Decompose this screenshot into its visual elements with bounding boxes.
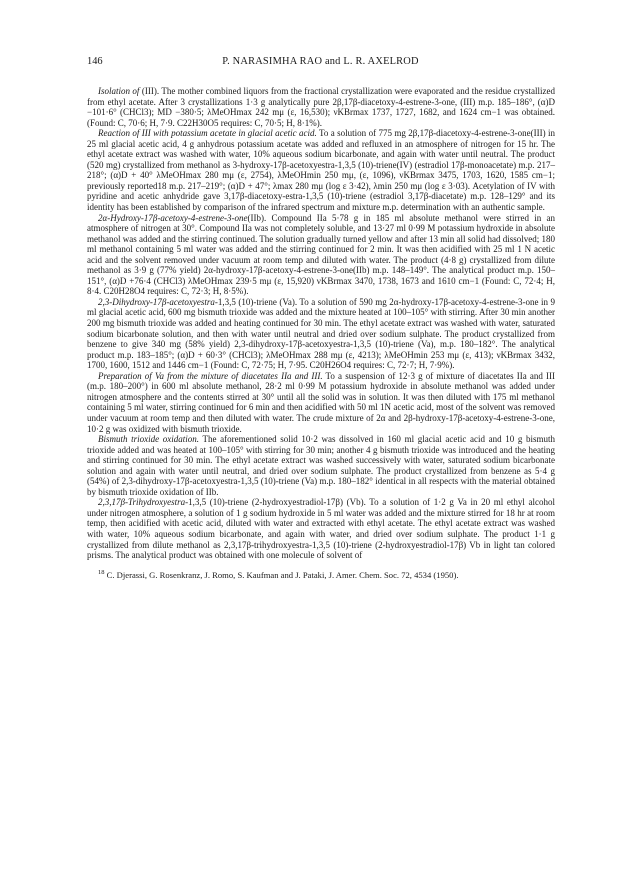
paragraph-2a-hydroxy	[87, 213, 555, 297]
paragraph-text: (III). The mother combined liquors from the fractional crystallization were evaporated and the residue crystallized from ethyl acetate. After 3 crystallizations 1·3 g analytically pure 2β,17β-diacetoxy-4-estrene-3-one, (III) m.p. 185–186°, (α)D −101·6° (CHCl3); MD −380·5; λMeOHmax 242 mμ (ε, 16,530); νKBrmax 1737, 1727, 1682, and 1624 cm−1 was obtained. (Found: C, 70·6; H, 7·9. C22H30O5 requires: C, 70·5; H, 8·1%).	[87, 86, 555, 128]
footnote	[87, 570, 555, 580]
footnote-marker: 18	[98, 568, 105, 576]
article-body	[87, 86, 555, 580]
paragraph-heading: 2α-Hydroxy-17β-acetoxy-4-estrene-3-one	[98, 212, 248, 223]
paragraph-text: 1,3,5 (10)-triene (2-hydroxyestradiol-17β) (Vb). To a solution of 1·2 g Va in 20 ml ethyl alcohol under nitrogen atmosphere, a solution of 1 g sodium hydroxide in 5 ml water was added and the mixture stirred for 18 hr at room temp, then acidified with acetic acid, diluted with water and extracted with ethyl acetate. The ethyl acetate extract was washed with water, 10% aqueous sodium bicarbonate, and again with water, and dried over sodium sulphate. The product 1·1 g crystallized from dilute methanol as 2,3,17β-trihydroxyestra-1,3,5 (10)-triene (2-hydroxyestradiol-17β) Vb in light tan colored prisms. The analytical product was obtained with one molecule of solvent of	[87, 497, 555, 561]
paragraph-heading: Preparation of Va from the mixture of diacetates IIa and III.	[98, 370, 323, 381]
paragraph-text: To a solution of 775 mg 2β,17β-diacetoxy-4-estrene-3-one(III) in 25 ml glacial acetic acid, 4 g anhydrous potassium acetate was added and refluxed in an atmosphere of nitrogen for 15 hr. The ethyl acetate extract was washed with water, 10% aqueous sodium bicarbonate, and again with water until neutral. The product (520 mg) crystallized from methanol as 3-hydroxy-17β-acetoxyestra-1,3,5 (10)-triene(IV) (estradiol 17β-monoacetate) m.p. 217–218°; (α)D + 40° λMeOHmax 280 mμ (ε, 2754), λMeOHmin 250 mμ, (ε, 1096), νKBrmax 3475, 1703, 1620, 1585 cm−1; previously reported18 m.p. 217–219°; (α)D + 47°; λmax 280 mμ (log ε 3·42), λmin 250 mμ (log ε 3·03). Acetylation of IV with pyridine and acetic anhydride gave 3,17β-diacetoxy-estra-1,3,5 (10)-triene (estradiol 3,17β-diacetate) m.p. 128–129° and its identity has been established by comparison of the infrared spectrum and mixture m.p. determination with an authentic sample.	[87, 128, 556, 213]
paragraph-heading: 2,3-Dihydroxy-17β-acetoxyestra-	[98, 296, 218, 307]
paragraph-text: 1,3,5 (10)-triene (Va). To a solution of 590 mg 2α-hydroxy-17β-acetoxy-4-estrene-3-one in 9 ml glacial acetic acid, 600 mg bismuth trioxide was added and the mixture heated at 100–105° with stirring. After 30 min another 200 mg bismuth trioxide was added and heating continued for 30 min. The ethyl acetate extract was washed with water, saturated sodium bicarbonate solution, and then with water until neutral and dried over sodium sulphate. The product crystallized from benzene to give 340 mg (58% yield) 2,3-dihydroxy-17β-acetoxyestra-1,3,5 (10)-triene (Va), m.p. 180–182°. The analytical product m.p. 183–185°; (α)D + 60·3° (CHCl3); λMeOHmax 288 mμ (ε, 4213); λMeOHmin 253 mμ (ε, 413); νKBrmax 3432, 1700, 1600, 1512 and 1446 cm−1 (Found: C, 72·75; H, 7·95. C20H26O4 requires: C, 72·7; H, 7·9%).	[87, 296, 555, 371]
paragraph-trihydroxy-vb	[87, 497, 555, 560]
paragraph-bismuth-oxidation	[87, 434, 555, 497]
page-number: 146	[87, 56, 103, 67]
paragraph-isolation-iii	[87, 86, 555, 128]
paragraph-heading: Bismuth trioxide oxidation.	[98, 434, 200, 445]
footnote-text: C. Djerassi, G. Rosenkranz, J. Romo, S. Kaufman and J. Pataki, J. Amer. Chem. Soc. 72, 4534 (1950).	[104, 569, 459, 580]
paragraph-preparation-va	[87, 371, 555, 434]
running-title: P. NARASIMHA RAO and L. R. AXELROD	[222, 56, 419, 67]
paragraph-heading: 2,3,17β-Trihydroxyestra-	[98, 497, 189, 508]
running-head	[87, 56, 554, 72]
paragraph-heading: Isolation of	[98, 86, 140, 96]
paragraph-reaction-potassium-acetate	[87, 128, 555, 212]
paragraph-text: (IIb). Compound IIa 5·78 g in 185 ml absolute methanol were stirred in an atmosphere of nitrogen at 30°. Compound IIa was not completely soluble, and 13·27 ml 0·99 M potassium hydroxide in absolute methanol was added and the stirring continued. The solution gradually turned yellow and after 13 min all solid had dissolved; 180 ml methanol containing 5 ml water was added and the stirring continued for 2 min. It was then acidified with 25 ml 1 N acetic acid and the solvent removed under vacuum at room temp and diluted with water. The product (4·8 g) crystallized from dilute methanol as 3·9 g (77% yield) 2α-hydroxy-17β-acetoxy-4-estrene-3-one(IIb) m.p. 148–149°. The analytical product m.p. 150–151°, (α)D +76·4 (CHCl3) λMeOHmax 239·5 mμ (ε, 15,920) νKBrmax 3470, 1738, 1673 and 1610 cm−1 (Found: C, 72·4; H, 8·4. C20H28O4 requires: C, 72·3; H, 8·5%).	[87, 212, 555, 297]
paragraph-text: The aforementioned solid 10·2 was dissolved in 160 ml glacial acetic acid and 10 g bismuth trioxide added and was heated at 100–105° with stirring for 30 min; another 4 g bismuth trioxide was introduced and the heating and stirring continued for 30 min. The ethyl acetate extract was washed successively with water, saturated sodium bicarbonate solution and again with water until neutral, and dried over sodium sulphate. The product crystallized from benzene as 5·4 g (54%) of 2,3-dihydroxy-17β-acetoxyestra-1,3,5 (10)-triene (Va) m.p. 180–182° identical in all respects with the material obtained by bismuth trioxide oxidation of IIb.	[87, 434, 555, 497]
paragraph-heading: Reaction of III with potassium acetate in glacial acetic acid.	[98, 128, 317, 139]
paragraph-dihydroxy-va	[87, 297, 555, 371]
paragraph-text: To a suspension of 12·3 g of mixture of diacetates IIa and III (m.p. 180–200°) in 600 ml absolute methanol, 28·2 ml 0·99 M potassium hydroxide in absolute methanol was added under nitrogen atmosphere and the contents stirred at 30° until all the solid was in solution. It was then diluted with 175 ml methanol containing 5 ml water, stirring continued for 6 min and then acidified with 50 ml 1N acetic acid, most of the solvent was removed under vacuum at room temp and then diluted with water. The crude mixture of 2α and 2β-hydroxy-17β-acetoxy-4-estrene-3-one, 10·2 g was oxidized with bismuth trioxide.	[87, 370, 555, 434]
